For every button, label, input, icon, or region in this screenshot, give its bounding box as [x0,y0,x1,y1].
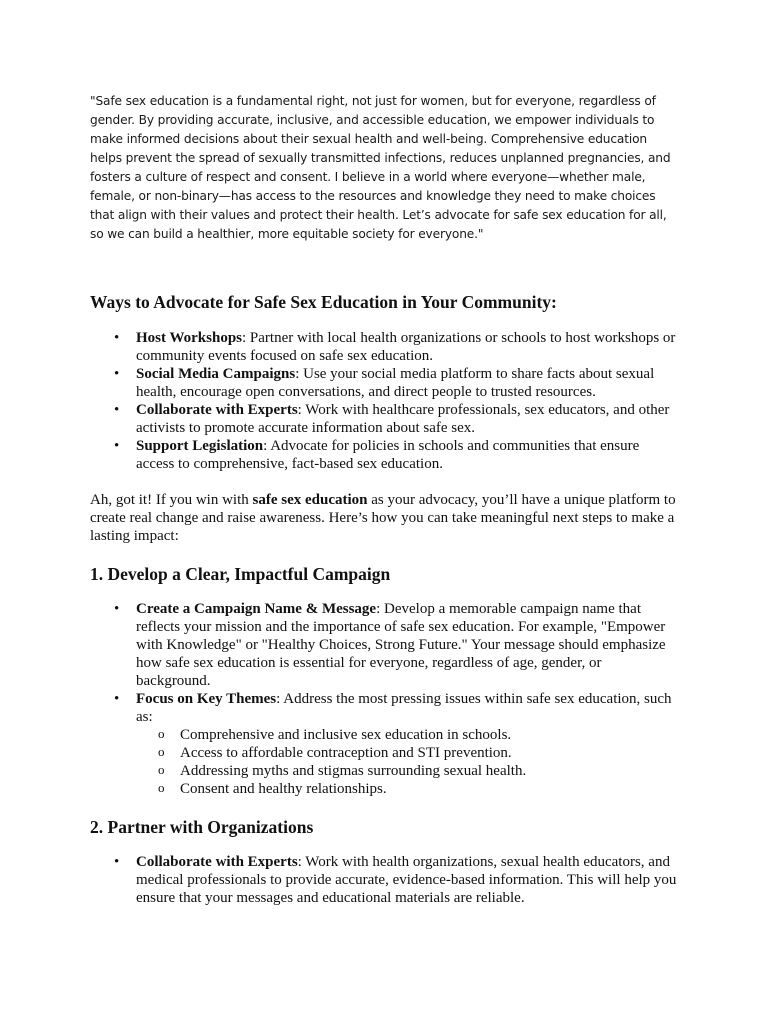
item-term: Host Workshops [136,330,243,346]
list-item [136,853,678,907]
list-item [136,329,678,365]
section1-heading: 1. Develop a Clear, Impactful Campaign [90,564,391,584]
intro-bold: safe sex education [252,492,368,508]
item-text: : Work with healthcare professionals, sex educators, and other activists to promote accurate information about safe sex. [136,402,670,436]
list-item [136,365,678,401]
intro-paragraph [90,491,678,545]
list-item [136,401,678,437]
intro-before: Ah, got it! If you win with [90,492,253,508]
item-text: : Partner with local health organizations or schools to host workshops or community events focused on safe sex education. [136,330,676,364]
item-term: Collaborate with Experts [136,402,298,418]
list-item [136,600,678,690]
item-term: Social Media Campaigns [136,366,296,382]
item-term: Collaborate with Experts [136,854,298,870]
advocate-heading: Ways to Advocate for Safe Sex Education in Your Community: [90,292,557,312]
sub-list-item: o Access to affordable contraception and STI prevention. [180,744,678,762]
list-item [136,690,678,798]
opening-quote: "Safe sex education is a fundamental right, not just for women, but for everyone, regardless of gender. By providing accurate, inclusive, and accessible education, we empower individuals to make informed decisions about their sexual health and well-being. Comprehensive education helps prevent the spread of sexually transmitted infections, reduces unplanned pregnancies, and fosters a culture of respect and consent. I believe in a world where everyone—whether male, female, or non-binary—has access to the resources and knowledge they need to make choices that align with their values and protect their health. Let’s advocate for safe sex education for all, so we can build a healthier, more equitable society for everyone." [90,94,671,241]
section2-heading: 2. Partner with Organizations [90,817,314,837]
sub-list-item: o Comprehensive and inclusive sex education in schools. [180,726,678,744]
list-item [136,437,678,473]
item-text: : Use your social media platform to share facts about sexual health, encourage open conversations, and direct people to trusted resources. [136,366,655,400]
item-term: Create a Campaign Name & Message [136,601,377,617]
advocate-list [90,329,678,473]
section1-list [90,600,678,798]
item-text: : Develop a memorable campaign name that reflects your mission and the importance of safe sex education. For example, "Empower with Knowledge" or "Healthy Choices, Strong Future." Your message should emphasize how safe sex education is essential for everyone, regardless of age, gender, or background. [136,601,666,689]
sub-list-item: o Addressing myths and stigmas surrounding sexual health. [180,762,678,780]
item-text: : Work with health organizations, sexual health educators, and medical professionals to provide accurate, evidence-based information. This will help you ensure that your messages and educational materials are reliable. [136,854,677,906]
item-text: : Advocate for policies in schools and communities that ensure access to comprehensive, fact-based sex education. [136,438,640,472]
intro-after: as your advocacy, you’ll have a unique platform to create real change and raise awareness. Here’s how you can take meaningful next steps to make a lasting impact: [90,492,676,544]
item-term: Support Legislation [136,438,264,454]
item-text: : Address the most pressing issues within safe sex education, such as: [136,691,672,725]
themes-list [136,726,678,798]
sub-list-item: o Consent and healthy relationships. [180,780,678,798]
item-term: Focus on Key Themes [136,691,277,707]
section2-list [90,853,678,907]
